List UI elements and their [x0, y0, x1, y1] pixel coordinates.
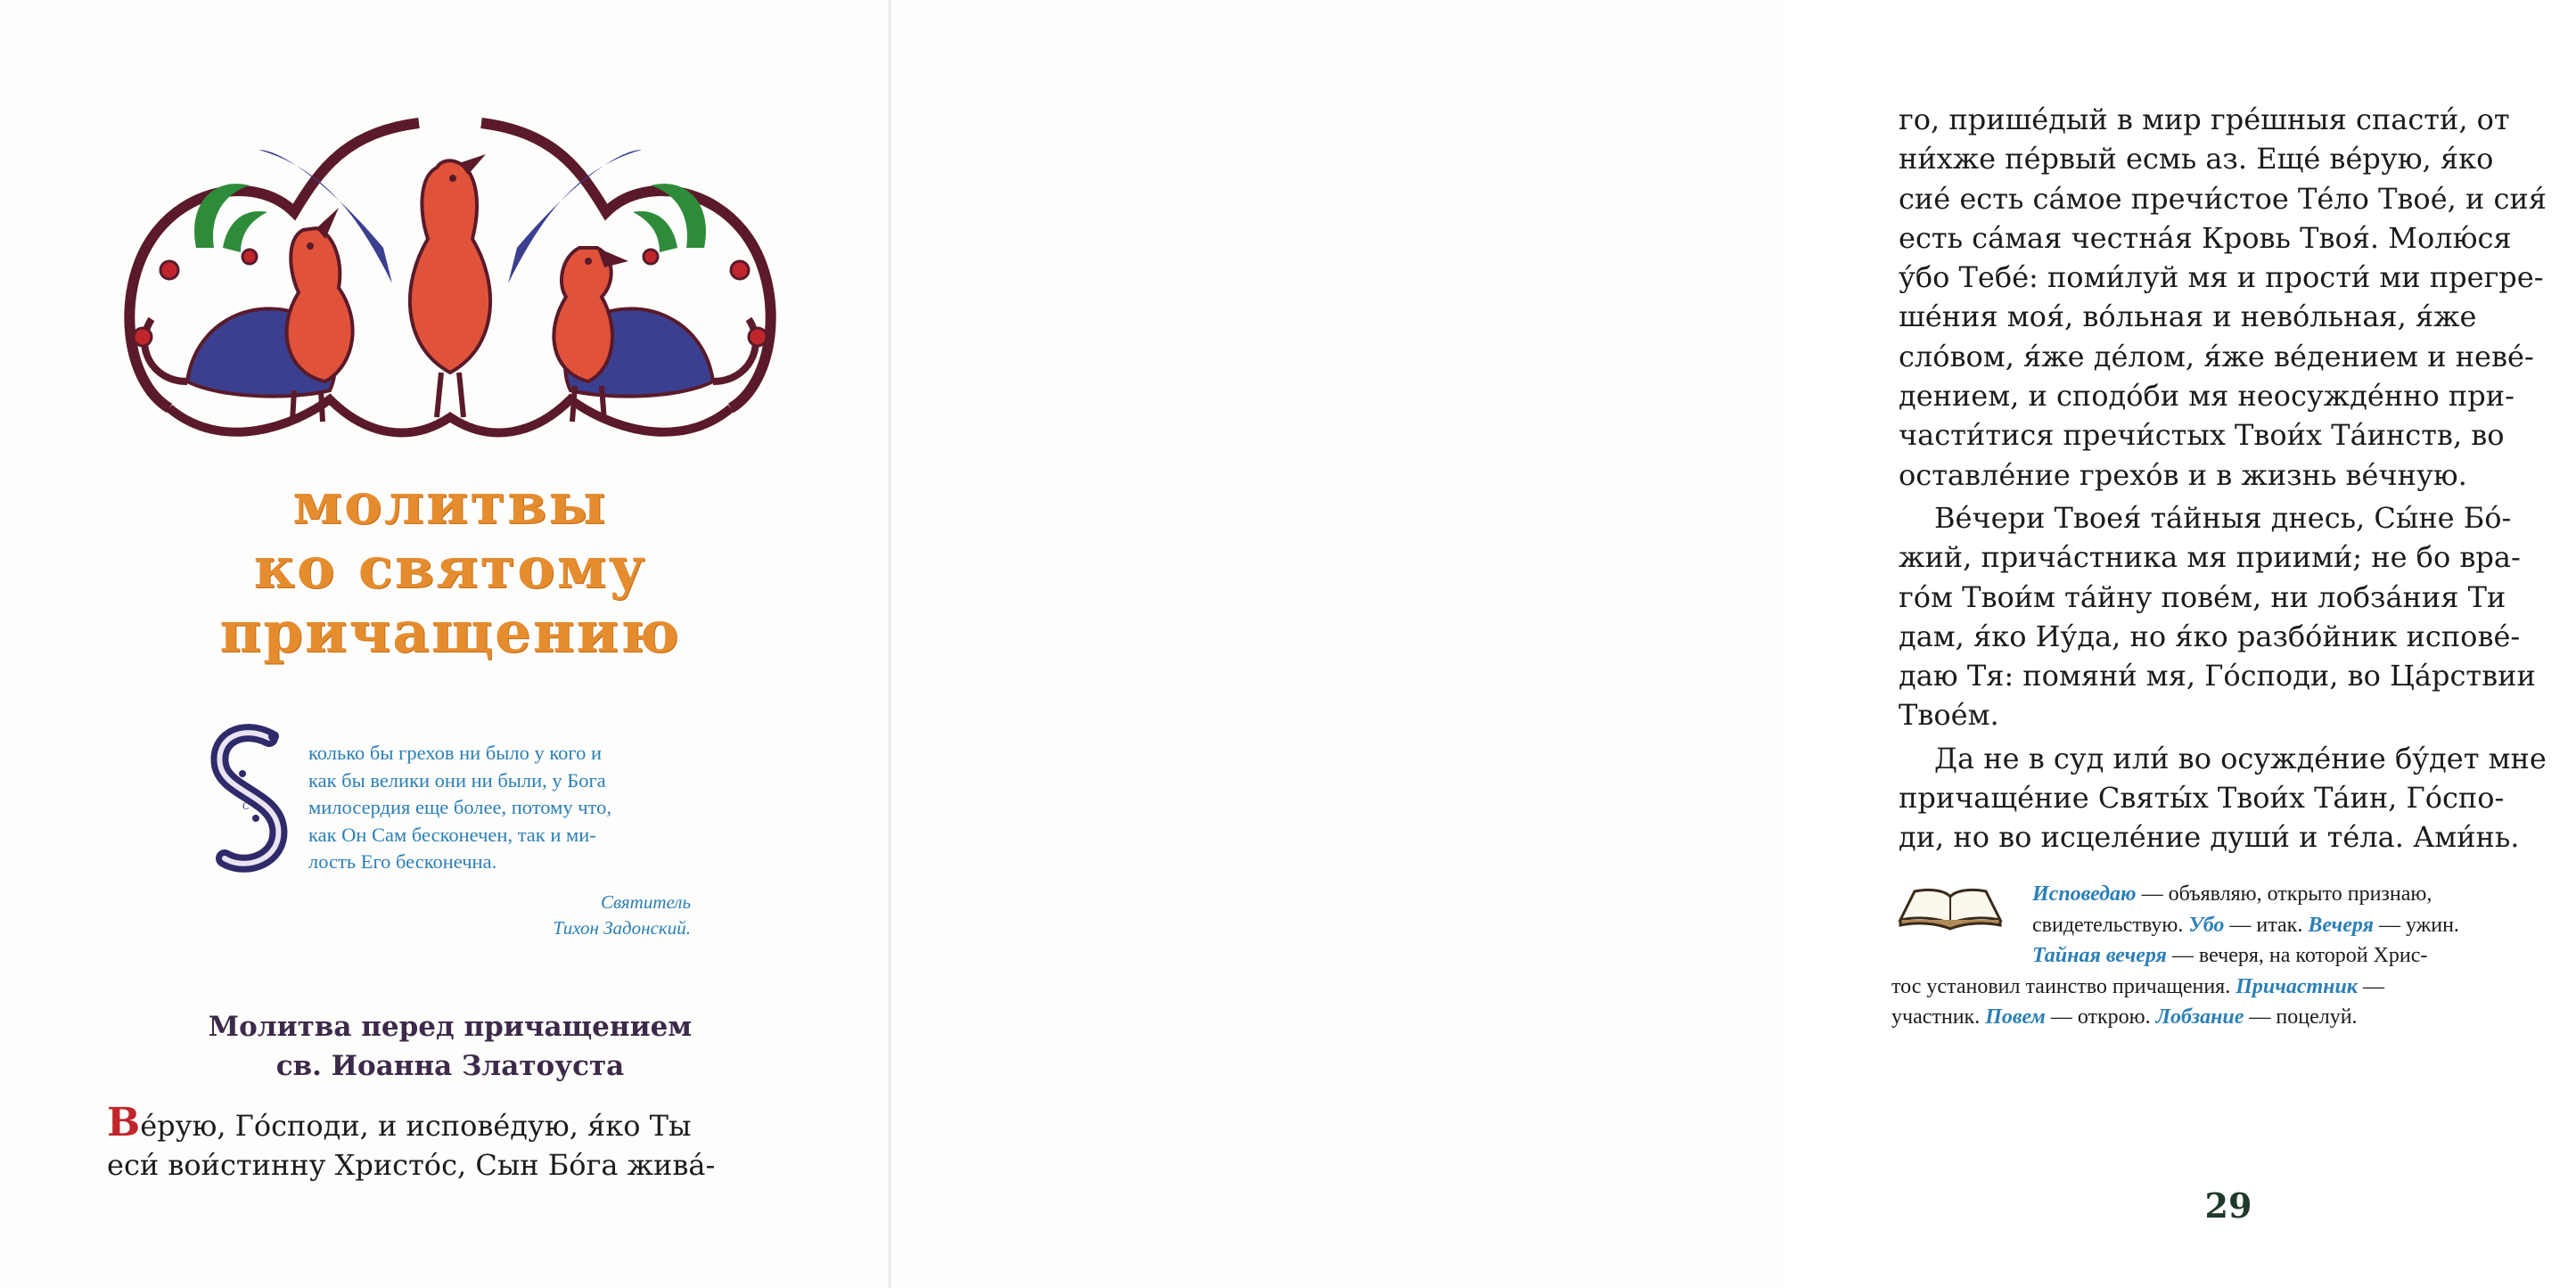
- glossary-term: Вечеря: [2308, 913, 2374, 937]
- glossary-term: Причастник: [2236, 974, 2358, 998]
- page-title: [116, 472, 784, 665]
- body-line: ни́хже пе́рвый есмь аз. Еще́ ве́рую, я́ко: [1899, 142, 2494, 176]
- title-line: причащению: [219, 599, 681, 666]
- glossary-line: [1891, 940, 2569, 972]
- signature-line: Святитель: [601, 891, 691, 913]
- glossary-term: Тайная вечеря: [2032, 944, 2167, 967]
- prayer-body-start: [107, 1100, 784, 1185]
- left-page: [0, 0, 891, 1288]
- glossary-term: Убо: [2188, 913, 2225, 937]
- body-line: ди, но во исцеле́ние души́ и те́ла. Ами́нь.: [1899, 820, 2520, 855]
- glossary-line: [1891, 972, 2569, 1003]
- right-page: [891, 0, 2547, 1288]
- svg-text:С: С: [242, 802, 250, 812]
- glossary-definition: участник.: [1891, 1005, 1986, 1029]
- body-line: оставле́ние грехо́в и в жизнь ве́чную.: [1899, 457, 2467, 492]
- body-line: жий, прича́стника мя приими́; не бо вра-: [1899, 540, 2521, 575]
- quote-line: колько бы грехов ни было у кого и: [308, 742, 603, 764]
- body-line: сие́ есть са́мое пречи́стое Те́ло Твое́, и сия́: [1899, 181, 2547, 216]
- quote-text: [308, 740, 701, 876]
- glossary-line: [1891, 910, 2569, 941]
- body-line: дам, я́ко Иу́да, но я́ко разбо́йник испове́-: [1899, 619, 2521, 653]
- glossary-definition: свидетельствую.: [2032, 913, 2189, 937]
- prayer-heading-line: св. Иоанна Златоуста: [275, 1050, 625, 1082]
- quote-line: лость Его бесконечна.: [308, 850, 497, 873]
- body-line: [107, 1100, 784, 1145]
- prayer-heading-line: Молитва перед причащением: [208, 1011, 693, 1043]
- glossary-definition: — объявляю, открыто признаю,: [2136, 882, 2432, 906]
- glossary-definition: — итак.: [2224, 913, 2309, 937]
- body-line: Ве́чери Твоея́ та́йныя днесь, Сы́не Бо́-: [1934, 500, 2512, 535]
- quote-line: как Он Сам бесконечен, так и ми-: [308, 823, 596, 846]
- quote-line: как бы велики они ни были, у Бога: [308, 768, 606, 792]
- glossary-line: [1891, 879, 2569, 910]
- glossary-definition: — вечеря, на которой Хрис-: [2166, 944, 2428, 967]
- birds-ornament-illustration: [116, 114, 784, 453]
- glossary-definition: — поцелуй.: [2244, 1005, 2358, 1029]
- body-line: причаще́ние Святы́х Твои́х Та́ин, Го́спо-: [1899, 781, 2505, 816]
- quote-signature: [419, 890, 691, 941]
- body-line: части́тися пречи́стых Твои́х Та́инств, во: [1899, 418, 2505, 453]
- glossary-definition: тос установил таинство причащения.: [1891, 974, 2236, 998]
- body-line: Да не в суд или́ во осужде́ние бу́дет мне: [1934, 741, 2547, 775]
- page-number: 29: [2204, 1185, 2252, 1226]
- glossary-term: Исповедаю: [2032, 882, 2137, 906]
- decorative-dropcap-letter: [207, 720, 296, 881]
- body-line: еси́ вои́стинну Христо́с, Сын Бо́га жива́-: [107, 1148, 716, 1182]
- body-line: дением, и сподо́би мя неосужде́нно при-: [1899, 379, 2514, 414]
- signature-line: Тихон Задонский.: [553, 917, 691, 939]
- title-line: ко святому: [253, 535, 647, 602]
- body-line: го, прише́дый в мир гре́шныя спасти́, от: [1899, 103, 2510, 136]
- body-line: у́бо Тебе́: поми́луй мя и прости́ ми прегре-: [1899, 260, 2544, 295]
- glossary-definition: —: [2357, 974, 2384, 998]
- prayer-heading: [107, 1007, 793, 1086]
- glossary-definition: — ужин.: [2373, 913, 2459, 937]
- body-line-text: е́рую, Го́споди, и испове́дую, я́ко Ты: [140, 1109, 692, 1143]
- body-line: даю Тя: помяни́ мя, Го́споди, во Ца́рствии: [1899, 659, 2536, 693]
- glossary-line: [1891, 1002, 2569, 1033]
- body-line: Твое́м.: [1899, 698, 1999, 733]
- title-line: молитвы: [292, 471, 608, 537]
- glossary-definition: — открою.: [2045, 1005, 2156, 1029]
- red-initial-letter: В: [107, 1100, 141, 1145]
- body-line: есть са́мая честна́я Кровь Твоя́. Молю́ся: [1899, 220, 2512, 255]
- glossary-term: Лобзание: [2155, 1005, 2244, 1029]
- quote-line: милосердия еще более, потому что,: [308, 796, 611, 818]
- glossary: [1891, 879, 2569, 1033]
- prayer-body-continued: [1899, 100, 2576, 857]
- body-line: сло́вом, я́же де́лом, я́же ве́дением и неве́-: [1899, 339, 2534, 373]
- body-line: го́м Твои́м та́йну пове́м, ни лобза́ния Ти: [1899, 579, 2506, 614]
- body-line: ше́ния моя́, во́льная и нево́льная, я́же: [1899, 299, 2477, 334]
- glossary-term: Повем: [1985, 1005, 2046, 1029]
